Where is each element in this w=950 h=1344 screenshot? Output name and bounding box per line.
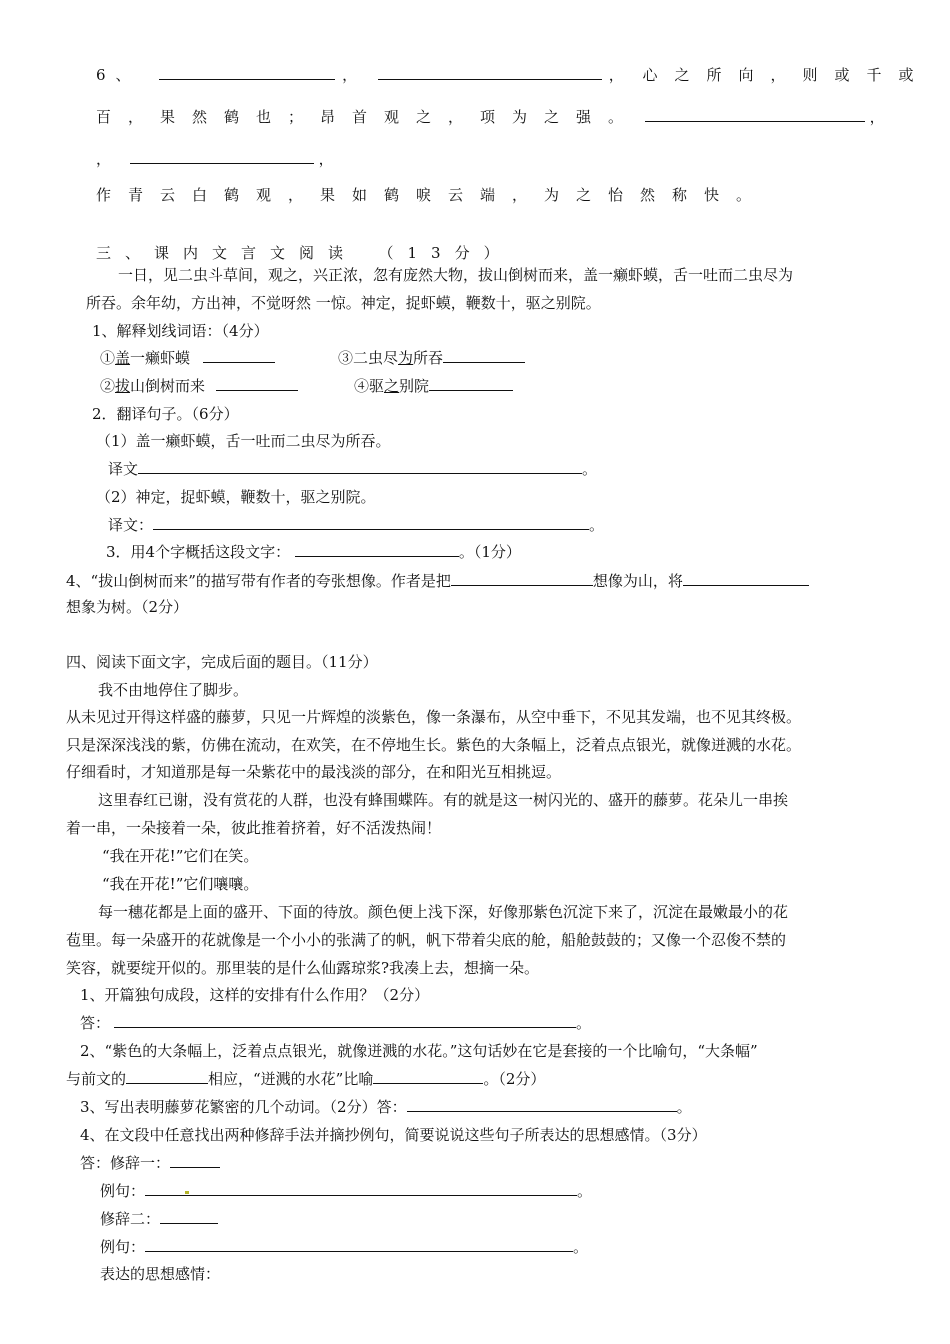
s4-para-2b: 只是深深浅浅的紫，仿佛在流动，在欢笑，在不停地生长。紫色的大条幅上，泛着点点银光，就像迸溅的水花。 xyxy=(66,736,802,754)
s4-q4: 4、在文段中任意找出两种修辞手法并摘抄例句，简要说说这些句子所表达的思想感情。（3分） xyxy=(80,1126,707,1144)
section4-title: 四、阅读下面文字，完成后面的题目。（11分） xyxy=(66,653,378,671)
q6-text-2: 百，果然鹤也；昂首观之，项为之强。 xyxy=(96,108,641,126)
s3-q1-blank-b[interactable] xyxy=(443,348,525,363)
q6-comma-4: ， xyxy=(96,150,112,168)
s4-para-1: 我不由地停住了脚步。 xyxy=(98,681,249,699)
s4-para-3a: 这里春红已谢，没有赏花的人群，也没有蜂围蝶阵。有的就是这一树闪光的、盛开的藤萝。花朵儿一串挨 xyxy=(98,791,789,809)
q6-blank-4[interactable] xyxy=(130,149,314,164)
translation-end-1: 。 xyxy=(582,460,598,478)
s3-q1-blank-d[interactable] xyxy=(429,376,513,391)
rhetoric-2-label: 修辞二： xyxy=(100,1210,161,1228)
translation-end-2: 。 xyxy=(589,516,605,534)
s4-para-4: “我在开花!”它们在笑。 xyxy=(102,847,259,865)
s3-q1-blank-a[interactable] xyxy=(203,348,275,363)
item-d-prefix: ④驱 xyxy=(354,377,385,395)
item-c-prefix: ② xyxy=(100,377,116,395)
q6-line4 xyxy=(96,185,768,205)
highlight-mark xyxy=(185,1191,189,1194)
s3-q1-item-c xyxy=(100,376,298,396)
s3-q3 xyxy=(106,542,521,562)
rhetoric-1-label: 答：修辞一： xyxy=(80,1154,171,1172)
s3-q1-item-b xyxy=(338,348,525,368)
item-b-prefix: ③二虫尽 xyxy=(338,349,399,367)
q4-middle: 想像为山，将 xyxy=(592,572,683,590)
example-2-label: 例句： xyxy=(100,1238,146,1256)
q2-middle: 相应，“迸溅的水花”比喻 xyxy=(208,1070,374,1088)
item-a-underlined: 盖 xyxy=(115,349,131,367)
q6-number: 6、 xyxy=(96,66,141,84)
q6-comma-2: ， xyxy=(608,66,624,84)
q3-suffix: 。（1分） xyxy=(458,543,521,561)
s4-para-6c: 笑容，就要绽开似的。那里装的是什么仙露琼浆?我凑上去，想摘一朵。 xyxy=(66,959,540,977)
s3-q3-blank[interactable] xyxy=(295,542,459,557)
s4-para-2a: 从未见过开得这样盛的藤萝，只见一片辉煌的淡紫色，像一条瀑布，从空中垂下，不见其发端，也不见其终极。 xyxy=(66,708,802,726)
s4-para-5: “我在开花!”它们嚷嚷。 xyxy=(102,875,259,893)
q6-blank-3[interactable] xyxy=(645,107,865,122)
item-d-underlined: 之 xyxy=(384,377,400,395)
s4-q4-example-1 xyxy=(100,1181,592,1201)
item-b-suffix: 所吞 xyxy=(413,349,444,367)
q6-blank-2[interactable] xyxy=(378,65,602,80)
s4-q3-blank[interactable] xyxy=(407,1097,677,1112)
s3-passage-2: 所吞。余年幼，方出神，不觉呀然 一惊。神定，捉虾蟆，鞭数十，驱之别院。 xyxy=(86,294,601,312)
s4-q4-rhetoric-1 xyxy=(80,1153,220,1173)
q6-comma-1: ， xyxy=(342,66,358,84)
s4-q2-blank-1[interactable] xyxy=(126,1069,208,1084)
s3-q4-line2: 想象为树。（2分） xyxy=(66,598,189,616)
s4-q4-blank-rhetoric-1[interactable] xyxy=(170,1153,220,1168)
s3-q4-blank-1[interactable] xyxy=(451,571,593,586)
q6-text-1: 心之所向，则或千或 xyxy=(642,66,931,84)
q3-end: 。 xyxy=(676,1098,692,1116)
s3-q2-title: 2．翻译句子。（6分） xyxy=(92,405,239,423)
q4-prefix: 4、“拔山倒树而来”的描写带有作者的夸张想像。作者是把 xyxy=(66,572,451,590)
s4-q1-blank[interactable] xyxy=(114,1013,576,1028)
q1-answer-label: 答： xyxy=(80,1014,111,1032)
section3-title: 三、课内文言文阅读 （13分） xyxy=(96,244,513,262)
s3-q2-blank-1[interactable] xyxy=(138,459,582,474)
q6-line1 xyxy=(96,65,931,85)
s3-q4-line1 xyxy=(66,571,809,591)
s4-para-6a: 每一穗花都是上面的盛开、下面的待放。颜色便上浅下深，好像那紫色沉淀下来了，沉淀在最嫩最小的花 xyxy=(98,903,789,921)
translation-label-1: 译文 xyxy=(108,460,139,478)
example-2-end: 。 xyxy=(573,1238,589,1256)
item-d-suffix: 别院 xyxy=(399,377,430,395)
s3-q1-blank-c[interactable] xyxy=(216,376,298,391)
q6-blank-1[interactable] xyxy=(159,65,335,80)
s3-q1-title: 1、解释划线词语：（4分） xyxy=(92,322,269,340)
s3-q1-item-d xyxy=(354,376,513,396)
s3-q1-item-a xyxy=(100,348,275,368)
example-1-end: 。 xyxy=(577,1182,593,1200)
s4-para-2c: 仔细看时，才知道那是每一朵紫花中的最浅淡的部分，在和阳光互相挑逗。 xyxy=(66,763,562,781)
q6-comma-3: ， xyxy=(869,108,885,126)
s3-q4-blank-2[interactable] xyxy=(683,571,809,586)
q3-prefix: 3．用4个字概括这段文字 xyxy=(106,543,276,561)
s4-q4-blank-example-1[interactable] xyxy=(145,1181,577,1196)
q2-suffix: 。（2分） xyxy=(483,1070,546,1088)
item-a-suffix: 一癞虾蟆 xyxy=(130,349,191,367)
translation-label-2: 译文： xyxy=(108,516,154,534)
s4-q2-line2 xyxy=(66,1069,545,1089)
q6-line2 xyxy=(96,107,885,127)
s4-q3 xyxy=(80,1097,692,1117)
s4-q4-blank-rhetoric-2[interactable] xyxy=(160,1209,218,1224)
s4-q4-blank-example-2[interactable] xyxy=(145,1237,573,1252)
q6-text-3: 作青云白鹤观，果如鹤唳云端，为之怡然称快。 xyxy=(96,186,769,204)
q2-prefix: 与前文的 xyxy=(66,1070,127,1088)
item-c-underlined: 拔 xyxy=(115,377,131,395)
s4-q2-line1: 2、“紫色的大条幅上，泛着点点银光，就像迸溅的水花。”这句话妙在它是套接的一个比喻句，“大条幅” xyxy=(80,1042,758,1060)
s3-q2-sentence-1: （1）盖一癞虾蟆，舌一吐而二虫尽为所吞。 xyxy=(96,432,391,450)
q3-text: 3、写出表明藤萝花繁密的几个动词。（2分）答： xyxy=(80,1098,407,1116)
s3-q2-sentence-2: （2）神定，捉虾蟆，鞭数十，驱之别院。 xyxy=(96,488,376,506)
s4-para-6b: 苞里。每一朵盛开的花就像是一个小小的张满了的帆，帆下带着尖底的舱，船舱鼓鼓的；又像一个忍俊不禁的 xyxy=(66,931,787,949)
s3-q2-blank-2[interactable] xyxy=(153,515,589,530)
s3-q2-answer-2 xyxy=(108,515,604,535)
s4-q4-rhetoric-2 xyxy=(100,1209,218,1229)
q1-answer-end: 。 xyxy=(576,1014,592,1032)
s4-q2-blank-2[interactable] xyxy=(373,1069,483,1084)
item-b-underlined: 为 xyxy=(398,349,414,367)
example-1-label: 例句： xyxy=(100,1182,146,1200)
s3-q2-answer-1 xyxy=(108,459,597,479)
s4-q1-answer xyxy=(80,1013,591,1033)
q3-colon: ： xyxy=(275,543,291,561)
item-c-suffix: 山倒树而来 xyxy=(130,377,206,395)
s4-q1: 1、开篇独句成段，这样的安排有什么作用？（2分） xyxy=(80,986,430,1004)
q6-line3 xyxy=(96,149,334,169)
s4-para-3b: 着一串，一朵接着一朵，彼此推着挤着，好不活泼热闹！ xyxy=(66,819,442,837)
s3-passage-1: 一日，见二虫斗草间，观之，兴正浓，忽有庞然大物，拔山倒树而来，盖一癞虾蟆，舌一吐而二虫尽为 xyxy=(118,266,794,284)
item-a-prefix: ① xyxy=(100,349,116,367)
s4-q4-example-2 xyxy=(100,1237,588,1257)
s4-q4-feelings: 表达的思想感情： xyxy=(100,1265,221,1283)
q6-comma-5: ， xyxy=(318,150,334,168)
